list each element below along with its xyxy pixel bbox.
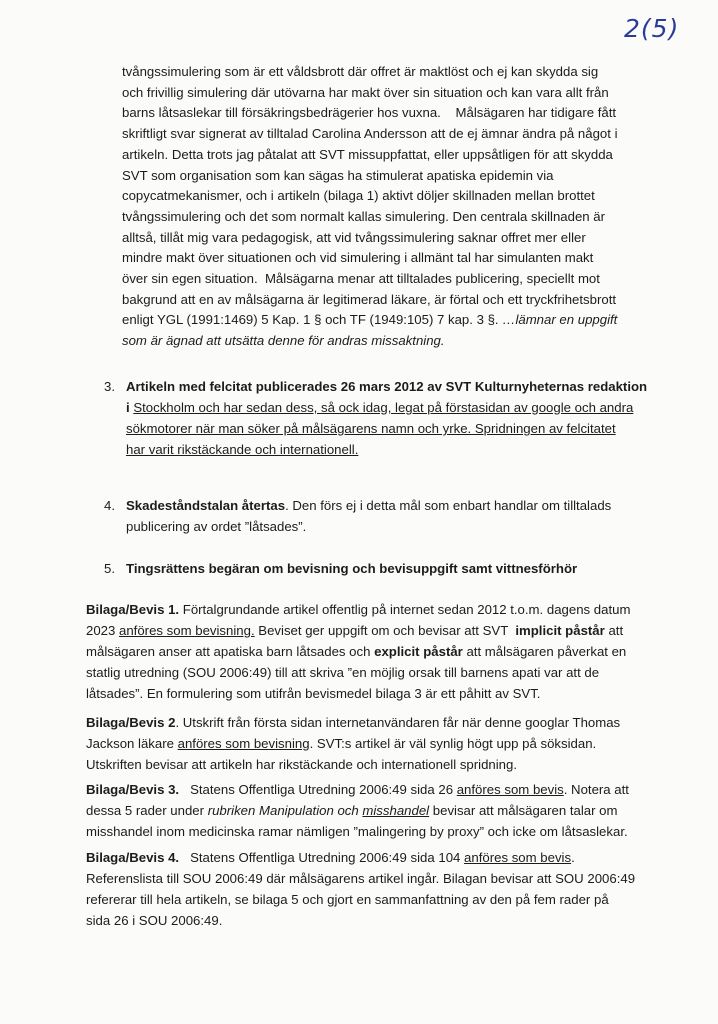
text-line: refererar till hela artikeln, se bilaga 5 och gjort en sammanfattning av den på fem rader på bbox=[86, 892, 609, 907]
bilaga-label: Bilaga/Bevis 2 bbox=[86, 715, 176, 730]
bilaga-text: . Utskrift från första sidan internetanvändaren får när denne googlar Thomas bbox=[175, 715, 621, 730]
text-line bbox=[86, 847, 656, 868]
bilaga-text: 2023 bbox=[86, 623, 120, 638]
text-line: mindre makt över situationen och vid simulering i allmänt tal har simulanten makt bbox=[122, 250, 594, 266]
text-line bbox=[86, 599, 656, 620]
bilaga-text: att bbox=[604, 623, 624, 638]
item-number: 5. bbox=[104, 561, 115, 576]
bilaga-label: Bilaga/Bevis 4. bbox=[86, 850, 180, 865]
text-line bbox=[86, 712, 656, 733]
bilaga-text: Jackson läkare bbox=[86, 736, 178, 751]
bilaga-4 bbox=[86, 847, 656, 931]
text-line: över sin egen situation. Målsägarna menar att tilltalades publicering, speciellt mot bbox=[122, 271, 600, 287]
bilaga-2 bbox=[86, 712, 656, 775]
item-heading: Artikeln med felcitat publicerades 26 mars 2012 av SVT Kulturnyheternas redaktion bbox=[126, 379, 648, 394]
underlined-text: Stockholm och har sedan dess, så ock idag, legat på förstasidan av google och andra bbox=[133, 400, 634, 415]
bold-text: implicit påstår bbox=[515, 623, 605, 638]
text-line bbox=[86, 733, 656, 754]
legal-reference: enligt YGL (1991:1469) 5 Kap. 1 § och TF (1949:105) 7 kap. 3 §. bbox=[122, 312, 503, 328]
bilaga-text: . SVT:s artikel är väl synlig högt upp på söksidan. bbox=[309, 736, 597, 751]
bilaga-text: Statens Offentliga Utredning 2006:49 sida 104 bbox=[179, 850, 465, 865]
text-line: låtsades”. En formulering som utifrån bevismedel bilaga 3 är ett påhitt av SVT. bbox=[86, 686, 541, 701]
bold-text: explicit påstår bbox=[374, 644, 463, 659]
text-line bbox=[126, 495, 666, 516]
opening-paragraph bbox=[122, 62, 642, 352]
bilaga-text: Statens Offentliga Utredning 2006:49 sida 26 bbox=[179, 782, 457, 797]
text-line: statlig utredning (SOU 2006:49) till att skriva ”en möjlig orsak till barnens apati var att de bbox=[86, 665, 600, 680]
bilaga-text: att målsägaren påverkat en bbox=[462, 644, 627, 659]
text-line: skriftligt svar signerat av tilltalad Carolina Andersson att de ej ämnar ändra på något i bbox=[122, 126, 618, 142]
italic-underlined-text: misshandel bbox=[362, 803, 430, 818]
text-line: bakgrund att en av målsägarna är legitimerad läkare, är förtal och ett tryckfrihetsbrott bbox=[122, 291, 617, 307]
text-line bbox=[126, 397, 666, 418]
text-line: artikeln. Detta trots jag påtalat att SVT missuppfattat, eller uppsåtligen för att skydda bbox=[122, 146, 613, 162]
text-line: misshandel inom medicinska ramar nämligen ”malingering by proxy” och icke om låtsaslekar. bbox=[86, 824, 628, 839]
text-line: Utskriften bevisar att artikeln har rikstäckande och internationell spridning. bbox=[86, 757, 518, 772]
bilaga-text: . Notera att bbox=[563, 782, 629, 797]
text-line bbox=[86, 620, 656, 641]
underlined-text: anföres som bevisning. bbox=[119, 623, 255, 638]
bilaga-text: Beviset ger uppgift om och bevisar att SVT bbox=[254, 623, 516, 638]
text-line: publicering av ordet ”låtsades”. bbox=[126, 519, 307, 534]
item-number: 4. bbox=[104, 498, 115, 513]
item-heading-cont: i bbox=[126, 400, 134, 415]
quoted-law-text: …lämnar en uppgift bbox=[502, 312, 618, 328]
handwritten-page-number: 2(5) bbox=[624, 14, 680, 43]
underlined-text: anföres som bevisning bbox=[177, 736, 310, 751]
item-text: . Den förs ej i detta mål som enbart handlar om tilltalads bbox=[285, 498, 612, 513]
item-heading: Skadeståndstalan återtas bbox=[126, 498, 286, 513]
bilaga-3 bbox=[86, 779, 656, 842]
italic-text: rubriken Manipulation och bbox=[207, 803, 363, 818]
text-line: barns låtsaslekar till försäkringsbedrägerier hos vuxna. Målsägaren har tidigare fått bbox=[122, 105, 617, 121]
bilaga-text: . bbox=[571, 850, 575, 865]
underlined-text: sökmotorer när man söker på målsägarens namn och yrke. Spridningen av felcitatet bbox=[126, 421, 616, 436]
bilaga-1 bbox=[86, 599, 656, 704]
bilaga-label: Bilaga/Bevis 3. bbox=[86, 782, 180, 797]
bilaga-text: Förtalgrundande artikel offentlig på internet sedan 2012 t.o.m. dagens datum bbox=[179, 602, 631, 617]
bilaga-text: bevisar att målsägaren talar om bbox=[429, 803, 618, 818]
text-line: copycatmekanismer, och i artikeln (bilaga 1) aktivt döljer skillnaden mellan brottet bbox=[122, 188, 595, 204]
text-line bbox=[122, 310, 642, 331]
text-line: sida 26 i SOU 2006:49. bbox=[86, 913, 223, 928]
text-line: och frivillig simulering där utövarna har makt över sin situation och kan vara allt från bbox=[122, 84, 609, 100]
bilaga-label: Bilaga/Bevis 1. bbox=[86, 602, 180, 617]
text-line: tvångssimulering som är ett våldsbrott där offret är maktlöst och ej kan skydda sig bbox=[122, 64, 599, 79]
text-line: SVT som organisation som kan sägas ha stimulerat apatiska epidemin via bbox=[122, 167, 554, 183]
text-line bbox=[86, 800, 656, 821]
text-line bbox=[86, 779, 656, 800]
quoted-law-text: som är ägnad att utsätta denne för andras missaktning. bbox=[122, 333, 445, 349]
underlined-text: har varit rikstäckande och internationell. bbox=[126, 442, 359, 457]
text-line: Referenslista till SOU 2006:49 där målsägarens artikel ingår. Bilagan bevisar att SOU 2006:49 bbox=[86, 871, 636, 886]
bilaga-text: dessa 5 rader under bbox=[86, 803, 208, 818]
text-line: tvångssimulering och det som normalt kallas simulering. Den centrala skillnaden är bbox=[122, 208, 606, 224]
item-heading: Tingsrättens begäran om bevisning och bevisuppgift samt vittnesförhör bbox=[126, 561, 578, 576]
underlined-text: anföres som bevis bbox=[464, 850, 572, 865]
underlined-text: anföres som bevis bbox=[456, 782, 564, 797]
text-line bbox=[86, 641, 656, 662]
bilaga-text: målsägaren anser att apatiska barn låtsades och bbox=[86, 644, 375, 659]
item-number: 3. bbox=[104, 379, 115, 394]
text-line: alltså, tillåt mig vara pedagogisk, att vid tvångssimulering saknar offret mer eller bbox=[122, 229, 586, 245]
